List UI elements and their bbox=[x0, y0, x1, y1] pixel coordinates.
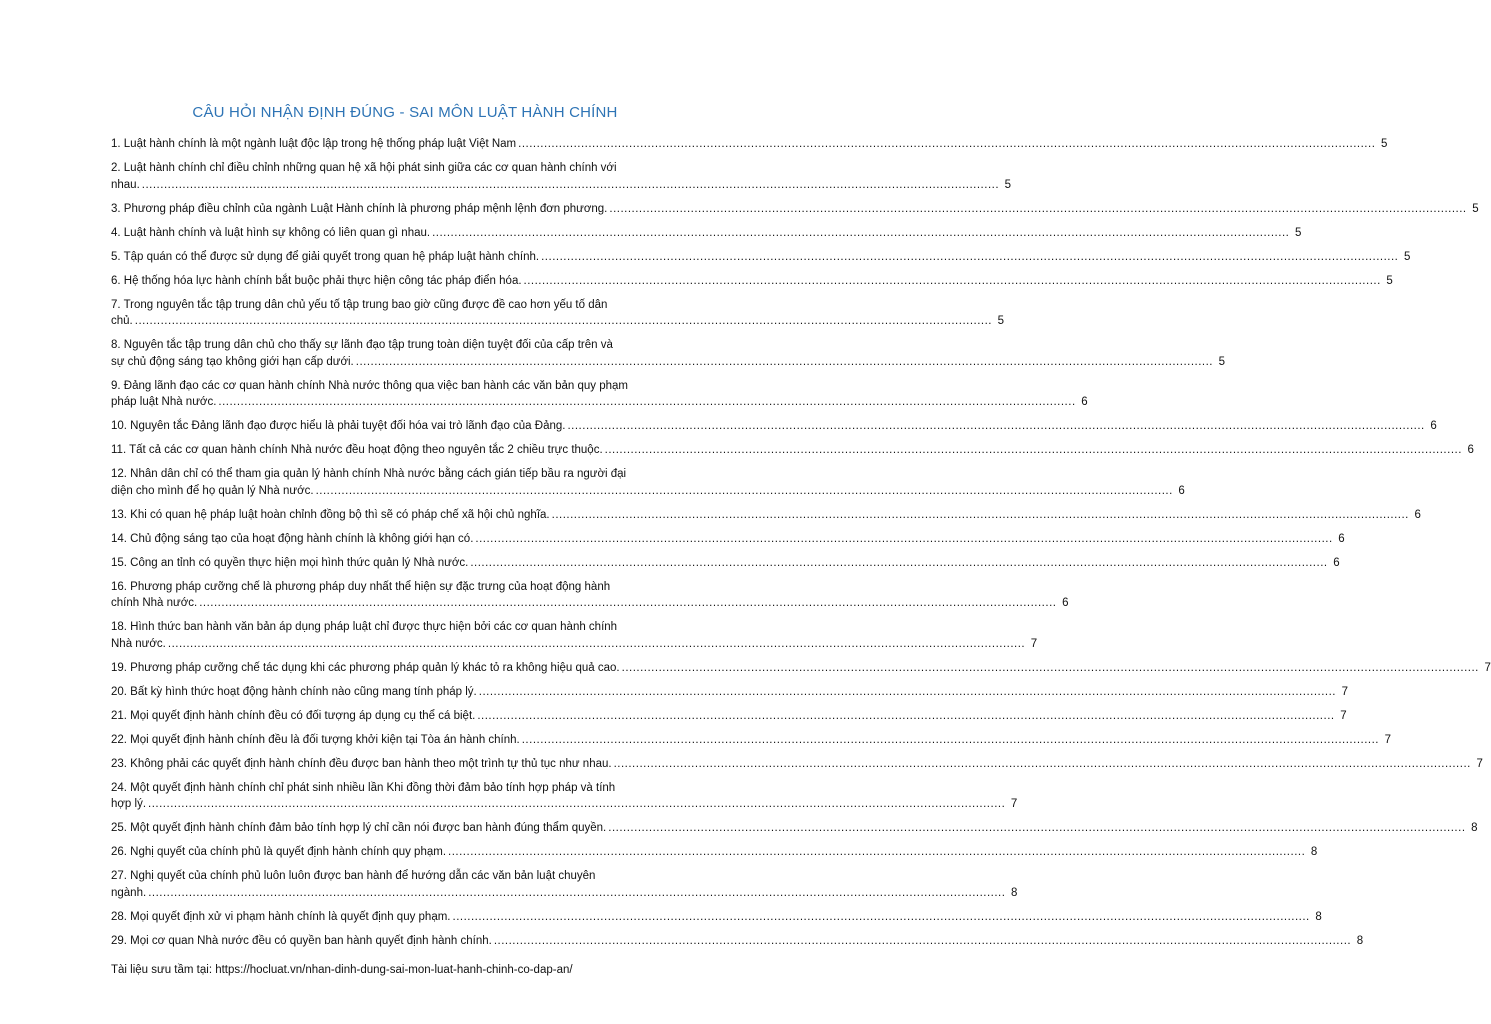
dot-leader bbox=[135, 313, 992, 330]
dot-leader bbox=[148, 796, 1005, 813]
dot-leader bbox=[552, 507, 1409, 524]
toc-entry-text: 5. Tập quán có thể được sử dụng để giải quyết trong quan hệ pháp luật hành chính. bbox=[111, 250, 540, 263]
toc-page-number: 8 bbox=[1315, 910, 1322, 923]
toc-page-number: 6 bbox=[1062, 597, 1069, 609]
toc-entry-text: 16. Phương pháp cưỡng chế là phương pháp duy nhất thể hiện sự đặc trưng của hoạt động hành bbox=[111, 580, 611, 593]
dot-leader bbox=[475, 531, 1332, 548]
toc-entry-text: 13. Khi có quan hệ pháp luật hoàn chỉnh đồng bộ thì sẽ có pháp chế xã hội chủ nghĩa. bbox=[111, 508, 550, 521]
toc-entry[interactable] bbox=[111, 160, 1012, 193]
toc-entry-text: 2. Luật hành chính chỉ điều chỉnh những quan hệ xã hội phát sinh giữa các cơ quan hành chính với bbox=[111, 162, 617, 174]
toc-page-number: 7 bbox=[1010, 798, 1018, 810]
dot-leader bbox=[622, 660, 1479, 677]
dot-leader bbox=[168, 636, 1025, 653]
dot-leader bbox=[453, 909, 1310, 926]
dot-leader bbox=[218, 394, 1075, 411]
toc-entry[interactable] bbox=[111, 201, 1479, 218]
toc-page-number: 6 bbox=[1338, 532, 1345, 545]
toc-entry-text: 29. Mọi cơ quan Nhà nước đều có quyền ban hành quyết định hành chính. bbox=[111, 934, 492, 947]
toc-entry[interactable] bbox=[111, 273, 1393, 290]
toc-page-number: 8 bbox=[1356, 934, 1364, 947]
dot-leader bbox=[518, 136, 1375, 153]
dot-leader bbox=[567, 418, 1424, 435]
dot-leader bbox=[316, 483, 1173, 500]
toc-entry-text: 23. Không phải các quyết định hành chính đều được ban hành theo một trình tự thủ tục như nhau. bbox=[111, 757, 612, 770]
toc-entry-text: 26. Nghị quyết của chính phủ là quyết định hành chính quy phạm. bbox=[111, 846, 447, 858]
toc-page-number: 5 bbox=[1004, 178, 1012, 191]
toc-entry[interactable] bbox=[111, 619, 1038, 652]
dot-leader bbox=[479, 684, 1336, 701]
toc-entry[interactable] bbox=[111, 418, 1437, 435]
toc-page-number: 8 bbox=[1011, 886, 1018, 899]
toc-entry-text: 8. Nguyên tắc tập trung dân chủ cho thấy sự lãnh đạo tập trung toàn diện tuyệt đối của cấp trên và bbox=[111, 339, 613, 351]
dot-leader bbox=[522, 732, 1379, 749]
toc-entry[interactable] bbox=[111, 136, 1388, 153]
toc-entry-text-continued: nhau. bbox=[111, 178, 140, 191]
dot-leader bbox=[148, 885, 1005, 902]
toc-entry-text: 20. Bất kỳ hình thức hoạt động hành chính nào cũng mang tính pháp lý. bbox=[111, 685, 477, 698]
toc-entry[interactable] bbox=[111, 844, 1318, 861]
toc-entry-text: 10. Nguyên tắc Đảng lãnh đạo được hiểu là phải tuyệt đối hóa vai trò lãnh đạo của Đảng. bbox=[111, 420, 566, 432]
toc-page-number: 6 bbox=[1178, 484, 1185, 497]
toc-entry[interactable] bbox=[111, 708, 1347, 725]
toc-page-number: 7 bbox=[1384, 733, 1391, 746]
dot-leader bbox=[142, 177, 999, 194]
toc-entry-text: 12. Nhân dân chỉ có thể tham gia quản lý hành chính Nhà nước bằng cách gián tiếp bầu ra người đại bbox=[111, 468, 627, 480]
toc-entry-text: 14. Chủ động sáng tạo của hoạt động hành chính là không giới hạn có. bbox=[111, 532, 474, 545]
toc-page-number: 5 bbox=[1386, 274, 1393, 287]
toc-page-number: 7 bbox=[1484, 661, 1491, 674]
toc-page-number: 5 bbox=[997, 315, 1005, 327]
toc-entry[interactable] bbox=[111, 442, 1474, 459]
toc-entry-text: 7. Trong nguyên tắc tập trung dân chủ yếu tố tập trung bao giờ cũng được đề cao hơn yếu tố dân bbox=[111, 298, 608, 311]
toc-entry[interactable] bbox=[111, 756, 1483, 773]
toc-entry-text: 18. Hình thức ban hành văn bản áp dụng pháp luật chỉ được thực hiện bởi các cơ quan hành chính bbox=[111, 621, 618, 633]
toc-entry[interactable] bbox=[111, 249, 1411, 266]
toc-page-number: 8 bbox=[1310, 846, 1318, 858]
toc-page-number: 5 bbox=[1294, 226, 1302, 239]
toc-entry[interactable] bbox=[111, 297, 1005, 330]
toc-entry[interactable] bbox=[111, 378, 1088, 411]
toc-entry[interactable] bbox=[111, 660, 1491, 677]
toc-entry-text-continued: ngành. bbox=[111, 886, 147, 899]
toc-entry[interactable] bbox=[111, 579, 1069, 612]
toc-entry[interactable] bbox=[111, 466, 1185, 499]
toc-entry-text: 3. Phương pháp điều chỉnh của ngành Luật Hành chính là phương pháp mệnh lệnh đơn phương. bbox=[111, 202, 608, 215]
toc-entry-text: 4. Luật hành chính và luật hình sự không có liên quan gì nhau. bbox=[111, 226, 431, 239]
toc-entry[interactable] bbox=[111, 868, 1018, 901]
toc-entry[interactable] bbox=[111, 337, 1226, 370]
dot-leader bbox=[356, 354, 1213, 371]
toc-entry-text-continued: sự chủ động sáng tạo không giới hạn cấp dưới. bbox=[111, 355, 354, 368]
toc-entry[interactable] bbox=[111, 933, 1364, 950]
toc-entry-text-continued: chủ. bbox=[111, 315, 133, 327]
dot-leader bbox=[477, 708, 1334, 725]
toc-page-number: 6 bbox=[1430, 420, 1437, 432]
toc-page-number: 6 bbox=[1081, 396, 1088, 408]
toc-page-number: 8 bbox=[1471, 822, 1478, 834]
toc-page-number: 5 bbox=[1472, 202, 1479, 215]
toc-page-number: 7 bbox=[1476, 757, 1483, 770]
table-of-contents bbox=[111, 136, 1491, 957]
dot-leader bbox=[494, 933, 1351, 950]
toc-entry-text: 22. Mọi quyết định hành chính đều là đối tượng khởi kiện tại Tòa án hành chính. bbox=[111, 733, 520, 746]
toc-entry-text: 11. Tất cả các cơ quan hành chính Nhà nước đều hoạt động theo nguyên tắc 2 chiều trực thuộc. bbox=[111, 444, 603, 456]
toc-entry[interactable] bbox=[111, 531, 1345, 548]
toc-page-number: 7 bbox=[1340, 709, 1347, 722]
toc-entry-text-continued: hợp lý. bbox=[111, 798, 147, 810]
dot-leader bbox=[448, 844, 1305, 861]
toc-entry-text: 9. Đảng lãnh đạo các cơ quan hành chính Nhà nước thông qua việc ban hành các văn bản quy phạm bbox=[111, 379, 629, 392]
toc-entry-text: 21. Mọi quyết định hành chính đều có đối tượng áp dụng cụ thể cá biệt. bbox=[111, 709, 476, 722]
toc-page-number: 6 bbox=[1333, 556, 1340, 569]
source-footer: Tài liệu sưu tầm tại: https://hocluat.vn/nhan-dinh-dung-sai-mon-luat-hanh-chinh-co-dap-an/ bbox=[111, 964, 573, 976]
toc-entry-text: 24. Một quyết định hành chính chỉ phát sinh nhiều lần Khi đồng thời đảm bảo tính hợp pháp và tính bbox=[111, 781, 616, 794]
toc-entry[interactable] bbox=[111, 820, 1478, 837]
toc-page-number: 5 bbox=[1381, 138, 1388, 150]
toc-entry[interactable] bbox=[111, 780, 1018, 813]
toc-entry-text: 19. Phương pháp cưỡng chế tác dụng khi các phương pháp quản lý khác tỏ ra không hiệu quả cao. bbox=[111, 661, 620, 674]
dot-leader bbox=[470, 555, 1327, 572]
dot-leader bbox=[524, 273, 1381, 290]
toc-page-number: 5 bbox=[1403, 250, 1411, 263]
dot-leader bbox=[608, 820, 1465, 837]
dot-leader bbox=[432, 225, 1289, 242]
toc-entry-text: 28. Mọi quyết định xử vi phạm hành chính là quyết định quy phạm. bbox=[111, 910, 451, 923]
dot-leader bbox=[605, 442, 1462, 459]
toc-entry-text-continued: chính Nhà nước. bbox=[111, 597, 198, 609]
toc-entry[interactable] bbox=[111, 684, 1349, 701]
toc-entry[interactable] bbox=[111, 507, 1421, 524]
toc-entry[interactable] bbox=[111, 555, 1340, 572]
toc-entry[interactable] bbox=[111, 732, 1391, 749]
toc-page-number: 7 bbox=[1030, 637, 1038, 650]
toc-entry-text: 1. Luật hành chính là một ngành luật độc lập trong hệ thống pháp luật Việt Nam bbox=[111, 138, 517, 150]
toc-entry-text-continued: diện cho mình để họ quản lý Nhà nước. bbox=[111, 484, 314, 497]
toc-entry-text: 6. Hệ thống hóa lực hành chính bắt buộc phải thực hiện công tác pháp điển hóa. bbox=[111, 274, 522, 287]
toc-entry[interactable] bbox=[111, 225, 1302, 242]
toc-entry[interactable] bbox=[111, 909, 1322, 926]
toc-page-number: 6 bbox=[1467, 444, 1474, 456]
toc-entry-text: 25. Một quyết định hành chính đảm bảo tính hợp lý chỉ cần nói được ban hành đúng thẩm quyền. bbox=[111, 822, 607, 834]
dot-leader bbox=[541, 249, 1398, 266]
dot-leader bbox=[609, 201, 1466, 218]
toc-entry-text-continued: pháp luật Nhà nước. bbox=[111, 396, 217, 408]
dot-leader bbox=[199, 595, 1056, 612]
toc-page-number: 7 bbox=[1341, 685, 1349, 698]
toc-entry-text-continued: Nhà nước. bbox=[111, 637, 166, 650]
toc-page-number: 5 bbox=[1218, 355, 1226, 368]
toc-entry-text: 27. Nghị quyết của chính phủ luôn luôn được ban hành để hướng dẫn các văn bản luật chuyên bbox=[111, 870, 596, 882]
toc-entry-text: 15. Công an tỉnh có quyền thực hiện mọi hình thức quản lý Nhà nước. bbox=[111, 556, 469, 569]
document-title: CÂU HỎI NHẬN ĐỊNH ĐÚNG - SAI MÔN LUẬT HÀNH CHÍNH bbox=[192, 104, 618, 121]
toc-page-number: 6 bbox=[1414, 508, 1421, 521]
dot-leader bbox=[614, 756, 1471, 773]
